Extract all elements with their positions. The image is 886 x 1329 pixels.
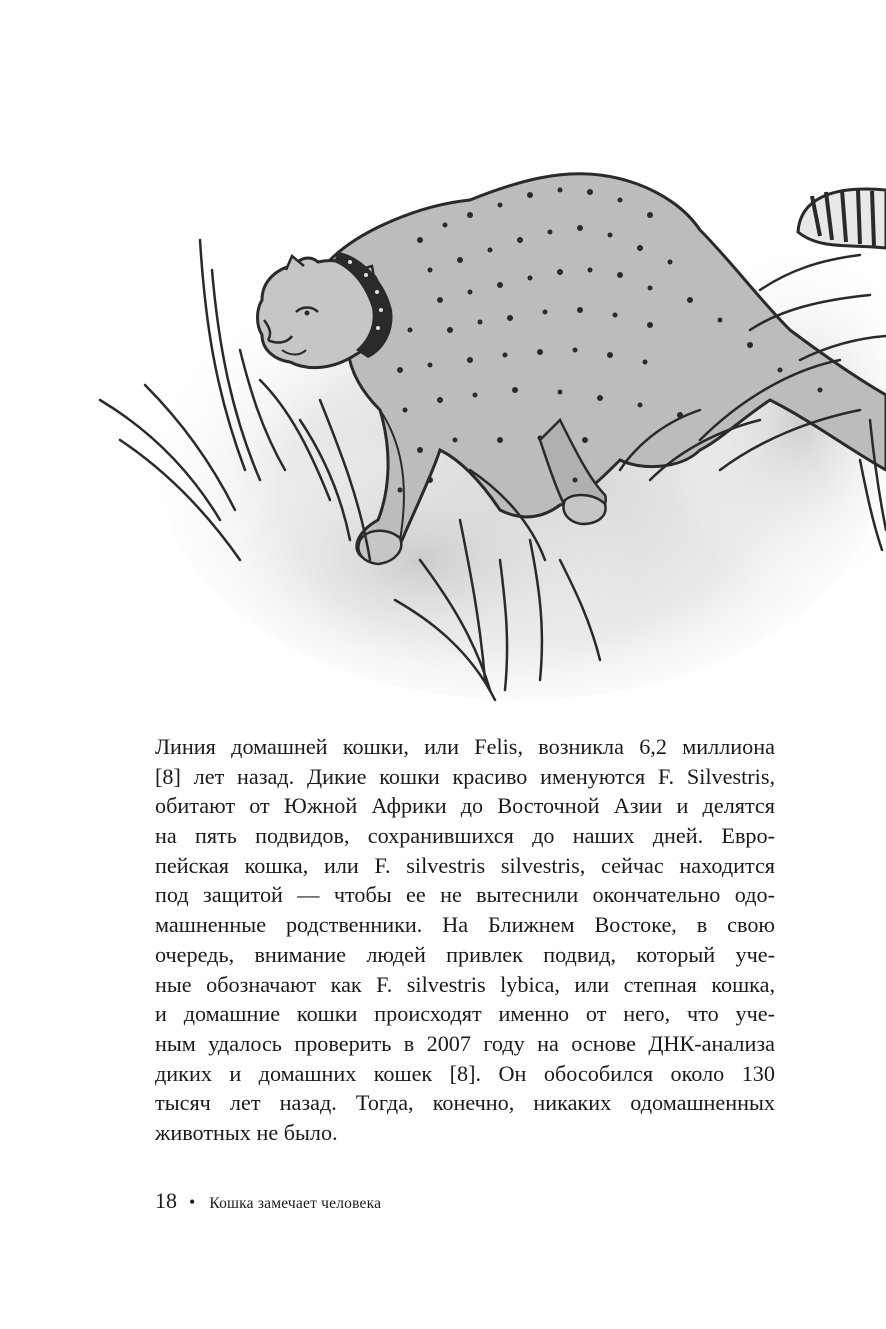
body-line: машненные родственники. На Ближнем Востоке, в свою xyxy=(155,912,775,938)
tail xyxy=(798,189,886,248)
footer-separator: • xyxy=(189,1192,196,1212)
page-number: 18 xyxy=(155,1188,177,1213)
body-line: на пять подвидов, сохранившихся до наших дней. Евро- xyxy=(155,823,775,849)
page-footer xyxy=(155,1188,381,1218)
body-line: ным удалось проверить в 2007 году на основе ДНК-анализа xyxy=(155,1030,775,1056)
body-line: диких и домашних кошек [8]. Он обособился около 130 xyxy=(155,1060,775,1086)
body-line: очередь, внимание людей привлек подвид, который уче- xyxy=(155,941,775,967)
body-line: и домашние кошки происходят именно от него, что уче- xyxy=(155,1001,775,1027)
running-title: Кошка замечает человека xyxy=(209,1195,382,1212)
body-line: [8] лет назад. Дикие кошки красиво именуются F. Silvestris, xyxy=(155,763,775,789)
body-line: под защитой — чтобы ее не вытеснили окончательно одо- xyxy=(155,882,775,908)
body-line: пейская кошка, или F. silvestris silvestris, сейчас находится xyxy=(155,852,775,878)
body-text xyxy=(155,732,775,1148)
body-line: обитают от Южной Африки до Восточной Азии и делятся xyxy=(155,793,775,819)
body-line: тысяч лет назад. Тогда, конечно, никаких одомашненных xyxy=(155,1090,775,1116)
body-line: ные обозначают как F. silvestris lybica, или степная кошка, xyxy=(155,971,775,997)
body-line: животных не было. xyxy=(155,1119,338,1145)
body-line: Линия домашней кошки, или Felis, возникла 6,2 миллиона xyxy=(155,734,775,759)
